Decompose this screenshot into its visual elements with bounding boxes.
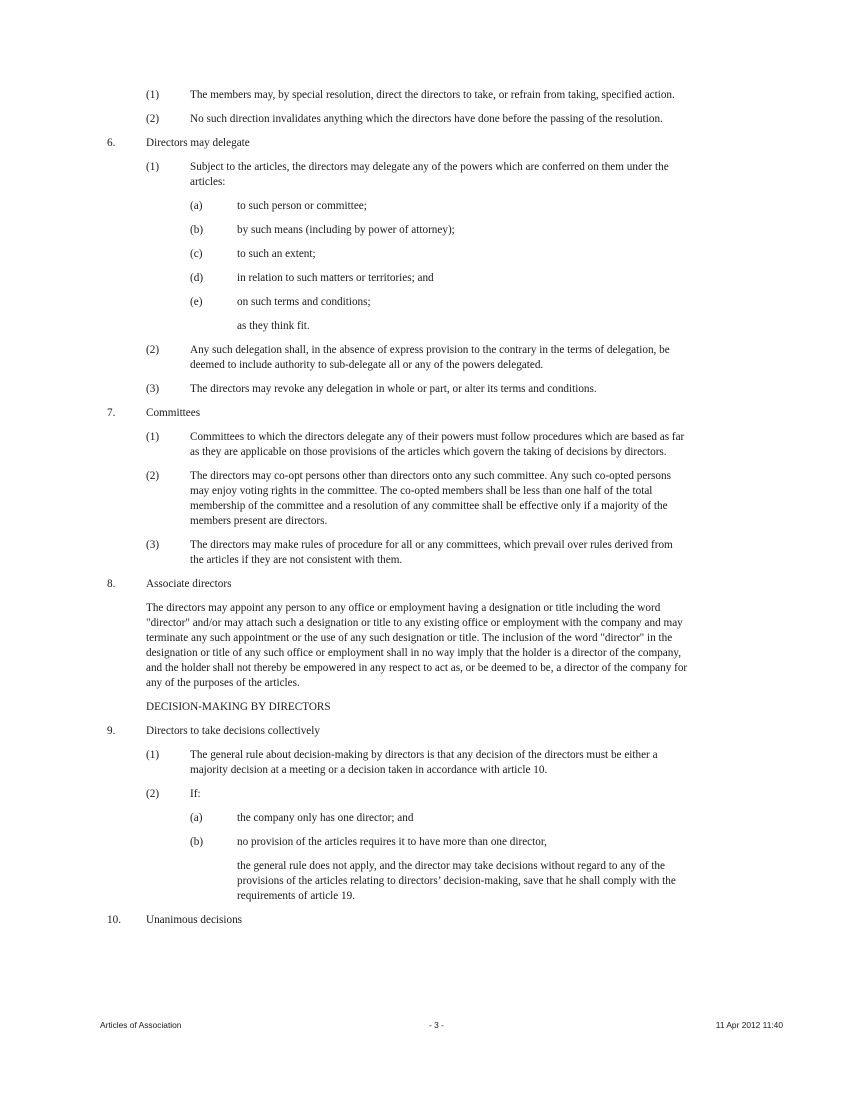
paragraph-6-3 — [0, 382, 850, 397]
article-title: Associate directors — [146, 578, 232, 590]
item-text: by such means (including by power of attorney); — [237, 224, 455, 236]
paragraph-text: Committees to which the directors delegate any of their powers must follow procedures which are based as far as they are applicable on those provisions of the articles which govern the taking of decisions by directors. — [190, 431, 685, 458]
item-text: the company only has one director; and — [237, 812, 414, 824]
item-letter: (c) — [190, 248, 203, 260]
article-8-body — [0, 601, 850, 691]
item-9-2-b — [0, 835, 850, 850]
paragraph-number: (3) — [146, 383, 160, 395]
footer-document-title: Articles of Association — [100, 1020, 182, 1030]
article-8-heading — [0, 577, 850, 592]
footer-page-number: - 3 - — [429, 1020, 444, 1030]
item-text: to such person or committee; — [237, 200, 367, 212]
item-9-2-a — [0, 811, 850, 826]
paragraph-text: The members may, by special resolution, direct the directors to take, or refrain from taking, specified action. — [190, 89, 675, 101]
page-footer — [0, 1018, 850, 1032]
article-7-heading — [0, 406, 850, 421]
item-text: on such terms and conditions; — [237, 296, 371, 308]
item-text: to such an extent; — [237, 248, 316, 260]
paragraph-7-3 — [0, 538, 850, 568]
paragraph-text: the general rule does not apply, and the director may take decisions without regard to any of the provisions of the articles relating to directors’ decision-making, save that he shall comply with the requirements of article 19. — [237, 860, 676, 902]
paragraph-text: Any such delegation shall, in the absence of express provision to the contrary in the terms of delegation, be deemed to include authority to sub-delegate all or any of the powers delegated. — [190, 344, 670, 371]
item-6-1-e — [0, 295, 850, 310]
article-title: Unanimous decisions — [146, 914, 243, 926]
article-number: 10. — [107, 914, 121, 926]
paragraph-9-2 — [0, 787, 850, 802]
item-letter: (a) — [190, 200, 203, 212]
paragraph-number: (2) — [146, 788, 160, 800]
continuation-9-2 — [0, 859, 850, 904]
paragraph-7-2 — [0, 469, 850, 529]
article-title: Directors to take decisions collectively — [146, 725, 320, 737]
paragraph-text: The directors may appoint any person to any office or employment having a designation or title including the word "director" and/or may attach such a designation or title to any existing office or employment with the company and may terminate any such appointment or the use of any such designation or title. The inclusion of the word "director" in the designation or title of any such office or employment shall in no way imply that the holder is a director of the company, and the holder shall not thereby be empowered in any respect to act as, or be deemed to be, a director of the company for any of the purposes of the articles. — [146, 602, 688, 689]
section-title: DECISION-MAKING BY DIRECTORS — [146, 701, 331, 713]
item-letter: (d) — [190, 272, 204, 284]
paragraph-number: (1) — [146, 161, 160, 173]
paragraph-number: (3) — [146, 539, 160, 551]
paragraph-number: (2) — [146, 113, 160, 125]
paragraph-text: No such direction invalidates anything which the directors have done before the passing of the resolution. — [190, 113, 663, 125]
section-heading — [0, 700, 850, 715]
article-9-heading — [0, 724, 850, 739]
item-letter: (a) — [190, 812, 203, 824]
paragraph-text: The directors may make rules of procedure for all or any committees, which prevail over rules derived from the articles if they are not consistent with them. — [190, 539, 673, 566]
item-text: no provision of the articles requires it to have more than one director, — [237, 836, 547, 848]
paragraph-text: as they think fit. — [237, 320, 310, 332]
item-letter: (b) — [190, 224, 204, 236]
paragraph-text: If: — [190, 788, 201, 800]
item-6-1-d — [0, 271, 850, 286]
article-number: 6. — [107, 137, 116, 149]
paragraph-text: Subject to the articles, the directors may delegate any of the powers which are conferred on them under the articles: — [190, 161, 669, 188]
paragraph-number: (1) — [146, 89, 160, 101]
paragraph-6-1 — [0, 160, 850, 190]
continuation-6-1 — [0, 319, 850, 334]
paragraph-5-1 — [0, 88, 850, 103]
article-number: 9. — [107, 725, 116, 737]
item-text: in relation to such matters or territories; and — [237, 272, 434, 284]
paragraph-text: The directors may revoke any delegation in whole or part, or alter its terms and conditions. — [190, 383, 597, 395]
paragraph-9-1 — [0, 748, 850, 778]
item-letter: (e) — [190, 296, 203, 308]
item-6-1-c — [0, 247, 850, 262]
article-title: Committees — [146, 407, 201, 419]
paragraph-text: The directors may co-opt persons other than directors onto any such committee. Any such co-opted persons may enjoy voting rights in the committee. The co-opted members shall be less than one half of the total membership of the committee and a resolution of any committee shall be effective only if a majority of the members present are directors. — [190, 470, 671, 527]
paragraph-number: (1) — [146, 749, 160, 761]
item-6-1-b — [0, 223, 850, 238]
article-number: 7. — [107, 407, 116, 419]
paragraph-7-1 — [0, 430, 850, 460]
article-title: Directors may delegate — [146, 137, 250, 149]
item-6-1-a — [0, 199, 850, 214]
article-number: 8. — [107, 578, 116, 590]
document-page — [0, 88, 850, 937]
footer-timestamp: 11 Apr 2012 11:40 — [715, 1020, 783, 1030]
paragraph-5-2 — [0, 112, 850, 127]
paragraph-number: (1) — [146, 431, 160, 443]
paragraph-number: (2) — [146, 470, 160, 482]
item-letter: (b) — [190, 836, 204, 848]
article-6-heading — [0, 136, 850, 151]
paragraph-number: (2) — [146, 344, 160, 356]
paragraph-6-2 — [0, 343, 850, 373]
article-10-heading — [0, 913, 850, 928]
paragraph-text: The general rule about decision-making by directors is that any decision of the directors must be either a majority decision at a meeting or a decision taken in accordance with article 10. — [190, 749, 658, 776]
